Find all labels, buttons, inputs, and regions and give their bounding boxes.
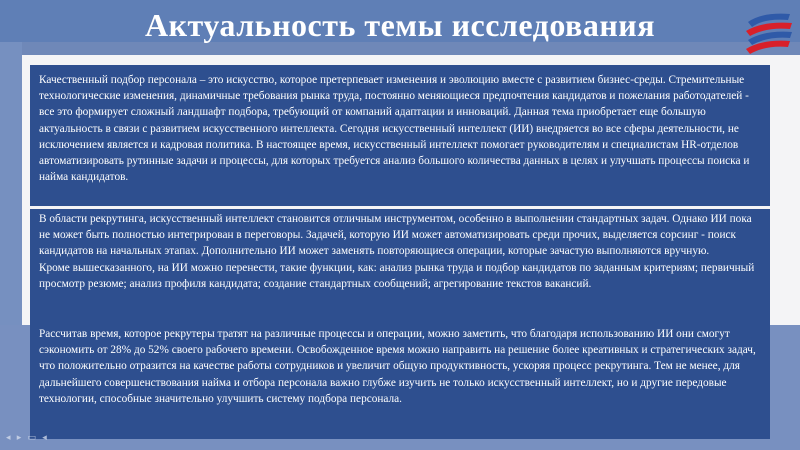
relevance-paragraph: Качественный подбор персонала – это искусство, которое претерпевает изменения и эволюцию вместе с развитием бизнес-среды. Стремительные технологические изменения, динамичные требования рынка труда, постоянно меняющиеся предпочтения кандидатов и пожелания работодателей - все это формирует сложный ландшафт подбора, требующий от компаний адаптации и инноваций. Данная тема приобретает еще большую актуальность в связи с развитием искусственного интеллекта. Сегодня искусственный интеллект (ИИ) внедряется во все сферы деятельности, не исключением является и кадровая политика. В настоящее время, искусственный интеллект помогает руководителям и специалистам HR-отделов автоматизировать рутинные задачи и процессы, для которых требуется анализ большого количества данных в целях и улучшать процессы поиска и найма кандидатов. bbox=[39, 74, 750, 184]
book-stack-icon bbox=[740, 8, 798, 58]
intro-text-box bbox=[30, 65, 770, 206]
slide-navigation-icon[interactable]: ◂ ▸ ▭ ◂ bbox=[6, 432, 49, 442]
ai-functions-paragraph: Кроме вышесказанного, на ИИ можно перенести, такие функции, как: анализ рынка труда и подбор кандидатов по заданным критериям; первичный просмотр резюме; анализ профиля кандидата; создание стандартных сообщений; агрегирование текстов вакансий. bbox=[39, 261, 755, 290]
time-savings-text-box bbox=[30, 319, 770, 439]
recruiting-text-box bbox=[30, 209, 770, 321]
slide-title: Актуальность темы исследования bbox=[145, 7, 655, 43]
time-savings-paragraph: Рассчитав время, которое рекрутеры тратят на различные процессы и операции, можно заметить, что благодаря использованию ИИ они смогут сэкономить от 28% до 52% своего рабочего времени. Освобожденное время можно направить на решение более креативных и стратегических задач, что положительно отразится на качестве работы сотрудников и увеличит общую продуктивность, ускоряя процесс рекрутинга. Тем не менее, для дальнейшего совершенствования найма и отбора персонала важно глубже изучить не только искусственный интеллект, но и другие передовые технологии, способные значительно улучшить систему подбора персонала. bbox=[39, 328, 756, 405]
ai-recruiting-paragraph: В области рекрутинга, искусственный интеллект становится отличным инструментом, особенно в выполнении стандартных задач. Однако ИИ пока не может быть полностью интегрирован в переговоры. Задачей, которую ИИ может автоматизировать среди прочих, выделяется сорсинг - поиск кандидатов на начальных этапах. Дополнительно ИИ может заменять повторяющиеся операции, которые зачастую выполняются вручную. bbox=[39, 213, 752, 258]
